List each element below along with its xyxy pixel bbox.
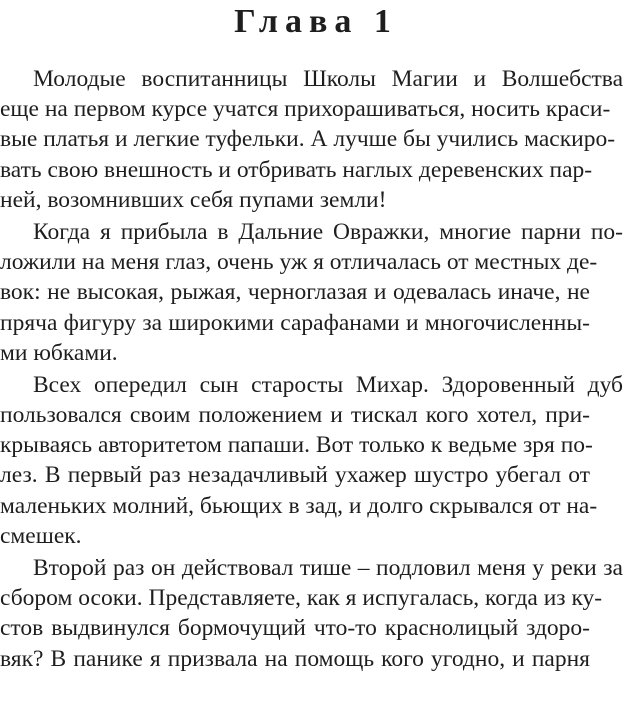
text-line: вые платья и легкие туфельки. А лучше бы учились маскиро- [0, 126, 616, 153]
text-line: Всех опередил сын старосты Михар. Здоровенный дуб [33, 371, 623, 398]
paragraph-3 [0, 370, 623, 551]
chapter-text [0, 64, 623, 674]
text-line: Молодые воспитанницы Школы Магии и Волшебства [33, 66, 623, 92]
text-line: стов выдвинулся бормочущий что-то краснолицый здоро- [0, 615, 590, 642]
text-line: маленьких молний, бьющих в зад, и долго скрывался от на- [0, 492, 598, 519]
text-line: крываясь авторитетом папаши. Вот только к ведьме зря по- [0, 432, 593, 459]
paragraph-2 [0, 217, 623, 368]
text-line: вок: не высокая, рыжая, черноглазая и одевалась иначе, не [0, 279, 590, 306]
chapter-title: Глава 1 [234, 3, 398, 40]
text-line: ней, возомнивших себя пупами земли! [0, 186, 387, 213]
paragraph-1 [0, 64, 623, 215]
text-line: пряча фигуру за широкими сарафанами и многочисленны- [0, 309, 590, 336]
text-line: смешек. [0, 522, 82, 549]
text-line: ми юбками. [0, 339, 118, 366]
text-line: ложили на меня глаз, очень уж я отличалась от местных де- [0, 249, 598, 276]
text-line: Второй раз он действовал тише – подловил меня у реки за [33, 555, 623, 581]
text-line: Когда я прибыла в Дальние Овражки, многие парни по- [33, 218, 623, 245]
text-line: сбором осоки. Представляете, как я испугалась, когда из ку- [0, 585, 603, 612]
paragraph-4 [0, 553, 623, 674]
text-line: еще на первом курсе учатся прихорашиваться, носить краси- [0, 96, 611, 123]
text-line: пользовался своим положением и тискал кого хотел, при- [0, 402, 590, 429]
text-line: вяк? В панике я призвала на помощь кого угодно, и парня [0, 645, 590, 672]
text-line: вать свою внешность и отбривать наглых деревенских пар- [0, 156, 593, 183]
text-line: лез. В первый раз незадачливый ухажер шустро убегал от [0, 462, 590, 489]
